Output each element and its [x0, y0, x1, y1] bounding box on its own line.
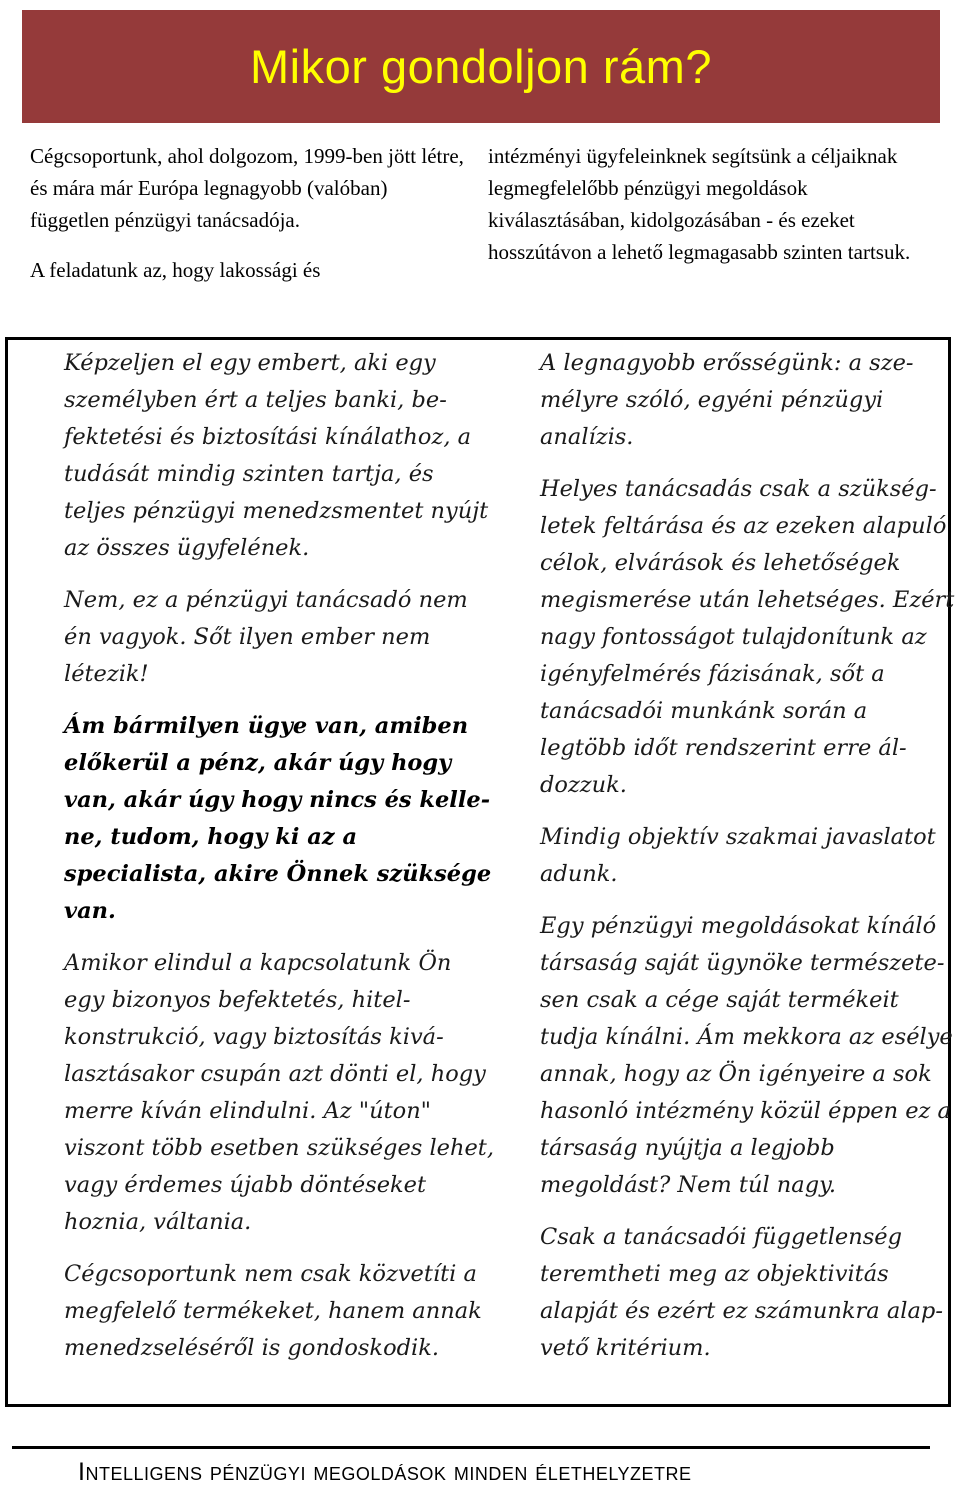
- page-title: Mikor gondoljon rám?: [250, 40, 712, 93]
- body-paragraph: Cégcsoportunk nem csak közvetíti a megfelelő termékeket, hanem annak menedzseléséről is gondoskodik.: [64, 1261, 482, 1361]
- intro-paragraph: A feladatunk az, hogy lakossági és: [30, 258, 321, 282]
- right-text-column: [540, 345, 960, 1382]
- body-paragraph: Amikor elindul a kapcsolatunk Ön egy bizonyos befektetés, hitelkonstrukció, vagy biztosítás kiválasztásakor csupán azt dönti el, hogy merre kíván elindulni. Az "úton" viszont több esetben szükséges lehet, vagy érdemes újabb döntéseket hoznia, váltania.: [64, 950, 494, 1235]
- footer-divider: [12, 1446, 930, 1449]
- body-paragraph: Egy pénzügyi megoldásokat kínáló társaság saját ügynöke természetesen csak a cége saját termékeit tudja kínálni. Ám mekkora az esélye annak, hogy az Ön igényeire a sok hasonló intézmény közül éppen ez a társaság nyújtja a legjobb megoldást? Nem túl nagy.: [540, 913, 953, 1198]
- footer-tagline: Intelligens pénzügyi megoldások minden élethelyzetre: [78, 1458, 692, 1486]
- intro-paragraph: intézményi ügyfeleinknek segítsünk a céljaiknak legmegfelelőbb pénzügyi megoldások kiválasztásában, kidolgozásában - és ezeket hosszútávon a lehető legmagasabb szinten tartsuk.: [488, 144, 911, 264]
- emphasized-paragraph: Ám bármilyen ügye van, amiben előkerül a pénz, akár úgy hogy van, akár úgy hogy nincs és kellene, tudom, hogy ki az a specialista, akire Önnek szüksége van.: [64, 713, 492, 924]
- left-text-column: [64, 345, 494, 1382]
- title-banner: [22, 10, 940, 123]
- body-paragraph: Mindig objektív szakmai javaslatot adunk.: [540, 824, 936, 887]
- body-paragraph: Nem, ez a pénzügyi tanácsadó nem én vagyok. Sőt ilyen ember nem létezik!: [64, 587, 468, 687]
- intro-left-column: [30, 140, 470, 286]
- body-paragraph: A legnagyobb erősségünk: a személyre szóló, egyéni pénzügyi analízis.: [540, 350, 914, 450]
- intro-paragraph: Cégcsoportunk, ahol dolgozom, 1999-ben jött létre, és mára már Európa legnagyobb (valóban) független pénzügyi tanácsadója.: [30, 144, 464, 232]
- body-paragraph: Helyes tanácsadás csak a szükségletek feltárása és az ezeken alapuló célok, elvárások és lehetőségek megismerése után lehetséges. Ezért nagy fontosságot tulajdonítunk az igényfelmérés fázisának, sőt a tanácsadói munkánk során a legtöbb időt rendszerint erre áldozzuk.: [540, 476, 955, 798]
- body-paragraph: Képzeljen el egy embert, aki egy személyben ért a teljes banki, befektetési és biztosítási kínálathoz, a tudását mindig szinten tartja, és teljes pénzügyi menedzsmentet nyújt az összes ügyfelének.: [64, 350, 489, 561]
- intro-right-column: [488, 140, 928, 268]
- body-paragraph: Csak a tanácsadói függetlenség teremtheti meg az objektivitás alapját és ezért ez számunkra alapvető kritérium.: [540, 1224, 943, 1361]
